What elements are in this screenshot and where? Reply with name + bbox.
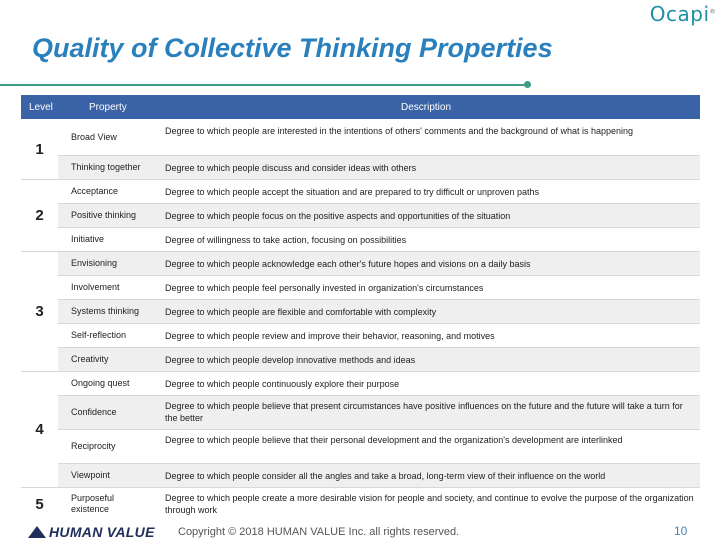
level-cell bbox=[21, 179, 58, 252]
property-cell: Confidence bbox=[71, 407, 117, 417]
table-row bbox=[58, 179, 700, 204]
level-number: 4 bbox=[35, 421, 44, 438]
title-divider bbox=[0, 84, 528, 86]
property-cell: Creativity bbox=[71, 354, 109, 364]
description-cell: Degree to which people focus on the positive aspects and opportunities of the situation bbox=[165, 211, 511, 221]
property-cell: Purposeful existence bbox=[71, 493, 115, 514]
property-cell: Initiative bbox=[71, 234, 105, 244]
copyright: Copyright © 2018 HUMAN VALUE Inc. all rights reserved. bbox=[178, 526, 460, 538]
property-cell: Reciprocity bbox=[71, 441, 116, 451]
description-cell: Degree to which people feel personally invested in organization's circumstances bbox=[165, 283, 484, 293]
table-row bbox=[58, 487, 700, 522]
description-cell: Degree to which people review and improve their behavior, reasoning, and motives bbox=[165, 331, 495, 341]
table-row bbox=[58, 429, 700, 464]
brand-name: HUMAN VALUE bbox=[49, 524, 155, 540]
table-header bbox=[21, 95, 700, 119]
property-cell: Viewpoint bbox=[71, 470, 110, 480]
ocapi-logo bbox=[650, 2, 716, 26]
property-cell: Positive thinking bbox=[71, 210, 137, 220]
description-cell: Degree to which people believe that present circumstances have positive influences on the future and the future will take a turn for the better bbox=[165, 401, 683, 423]
description-cell: Degree to which people are flexible and comfortable with complexity bbox=[165, 307, 437, 317]
level-number: 2 bbox=[35, 207, 44, 224]
property-cell: Acceptance bbox=[71, 186, 119, 196]
logo-text: Ocapi bbox=[649, 2, 710, 26]
table-row bbox=[58, 155, 700, 180]
brand-mark-icon bbox=[28, 526, 46, 538]
level-number: 5 bbox=[35, 496, 44, 513]
description-cell: Degree of willingness to take action, focusing on possibilities bbox=[165, 235, 407, 245]
table-row bbox=[58, 347, 700, 372]
description-cell: Degree to which people acknowledge each other's future hopes and visions on a daily basis bbox=[165, 259, 531, 269]
header-level: Level bbox=[29, 102, 53, 113]
description-cell: Degree to which people create a more desirable vision for people and society, and continue to evolve the purpose of the organization through work bbox=[165, 493, 694, 515]
header-property: Property bbox=[89, 102, 127, 113]
logo-registered-mark: ® bbox=[709, 8, 716, 16]
level-cell bbox=[21, 487, 58, 522]
level-number: 3 bbox=[35, 303, 44, 320]
footer bbox=[0, 524, 720, 540]
property-cell: Systems thinking bbox=[71, 306, 140, 316]
table-row bbox=[58, 323, 700, 348]
description-cell: Degree to which people are interested in the intentions of others' comments and the background of what is happening bbox=[165, 126, 634, 136]
table-row bbox=[58, 395, 700, 430]
description-cell: Degree to which people discuss and consider ideas with others bbox=[165, 163, 417, 173]
table-row bbox=[58, 121, 700, 155]
description-cell: Degree to which people consider all the angles and take a broad, long-term view of their influence on the world bbox=[165, 471, 606, 481]
property-cell: Self-reflection bbox=[71, 330, 127, 340]
page-title: Quality of Collective Thinking Properties bbox=[32, 33, 553, 63]
description-cell: Degree to which people continuously explore their purpose bbox=[165, 379, 400, 389]
level-cell bbox=[21, 121, 58, 179]
table-row bbox=[58, 371, 700, 396]
header-description: Description bbox=[401, 102, 452, 113]
property-cell: Thinking together bbox=[71, 162, 141, 172]
level-number: 1 bbox=[35, 141, 44, 158]
level-cell bbox=[21, 251, 58, 372]
property-cell: Involvement bbox=[71, 282, 120, 292]
page-number: 10 bbox=[674, 524, 688, 538]
description-cell: Degree to which people develop innovative methods and ideas bbox=[165, 355, 416, 365]
table-row bbox=[58, 463, 700, 488]
property-cell: Ongoing quest bbox=[71, 378, 130, 388]
description-cell: Degree to which people accept the situation and are prepared to try difficult or unproven paths bbox=[165, 187, 540, 197]
brand-logo bbox=[28, 524, 155, 540]
property-cell: Broad View bbox=[71, 132, 117, 142]
description-cell: Degree to which people believe that their personal development and the organization's development are interlinked bbox=[165, 435, 623, 445]
divider-end-dot bbox=[524, 81, 531, 88]
table-row bbox=[58, 227, 700, 252]
level-cell bbox=[21, 371, 58, 488]
property-cell: Envisioning bbox=[71, 258, 118, 268]
table-row bbox=[58, 299, 700, 324]
table-row bbox=[58, 275, 700, 300]
table-row bbox=[58, 203, 700, 228]
table-row bbox=[58, 251, 700, 276]
